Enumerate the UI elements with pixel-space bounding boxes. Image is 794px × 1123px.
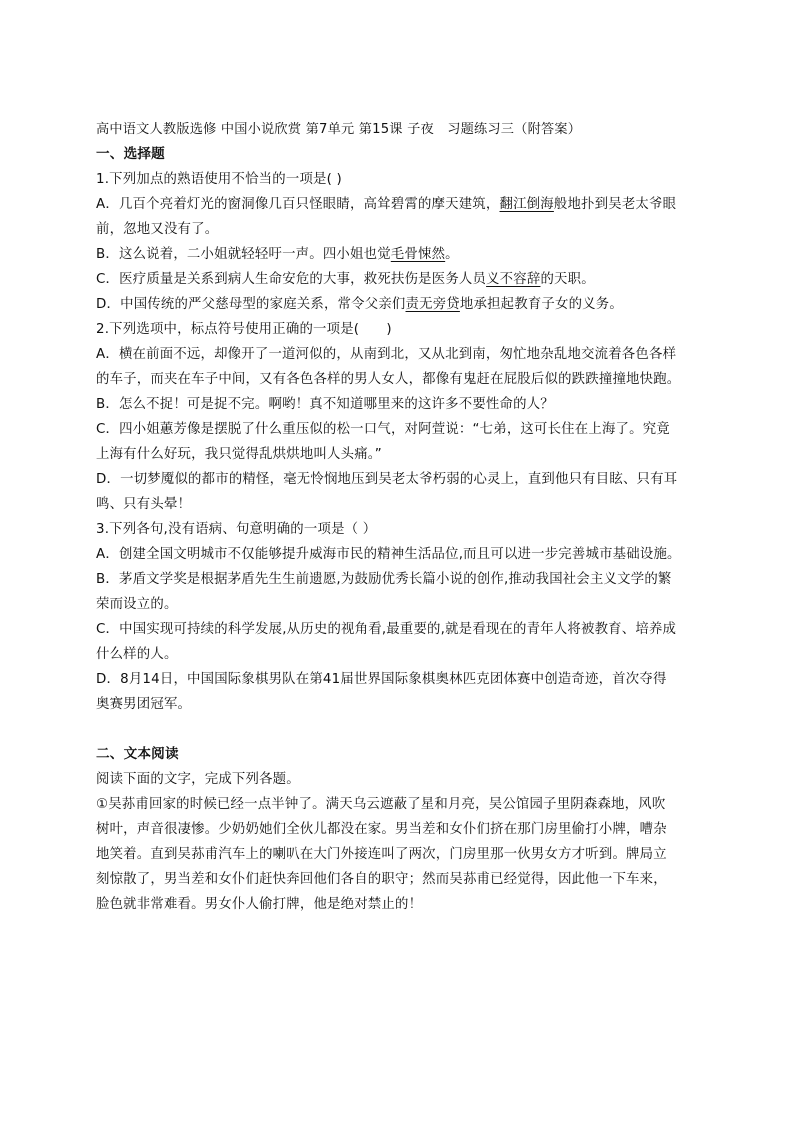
- question-3-option-b-cont: 荣而设立的。: [96, 597, 178, 612]
- passage-line: ①吴荪甫回家的时候已经一点半钟了。满天乌云遮蔽了星和月亮，吴公馆园子里阴森森地，风吹: [96, 797, 666, 812]
- question-1-option-d: [96, 292, 712, 317]
- option-text: D．中国传统的严父慈母型的家庭关系，常令父亲们: [96, 297, 406, 312]
- option-text: A．几百个亮着灯光的窗洞像几百只怪眼睛，高耸碧霄的摩天建筑，: [96, 197, 500, 212]
- question-2-option-d-cont: 鸣、只有头晕！: [96, 497, 192, 512]
- option-text: C．医疗质量是关系到病人生命安危的大事，救死扶伤是医务人员: [96, 272, 487, 287]
- question-2-option-a-cont: 的车子，而夹在车子中间，又有各色各样的男人女人，都像有鬼赶在屁股后似的跌跌撞撞地快跑。: [96, 372, 681, 387]
- question-2-stem: 2.下列选项中，标点符号使用正确的一项是( ): [96, 322, 392, 337]
- question-2-option-d: D．一切梦魇似的都市的精怪，毫无怜悯地压到吴老太爷朽弱的心灵上，直到他只有目眩、只有耳: [96, 472, 678, 487]
- option-text: 的天职。: [540, 272, 595, 287]
- question-1-option-a: [96, 192, 712, 217]
- question-1-option-c: [96, 267, 712, 292]
- underlined-idiom: 毛骨悚然: [390, 247, 446, 262]
- question-3-option-a: A．创建全国文明城市不仅能够提升威海市民的精神生活品位,而且可以进一步完善城市基础设施。: [96, 547, 681, 562]
- question-2-option-b: B．怎么不捉！可是捉不完。啊哟！真不知道哪里来的这许多不要性命的人？: [96, 397, 554, 412]
- option-text: B．这么说着，二小姐就轻轻吁一声。四小姐也觉: [96, 247, 391, 262]
- passage-line: 树叶，声音很凄惨。少奶奶她们全伙儿都没在家。男当差和女仆们挤在那门房里偷打小牌，嘈杂: [96, 822, 667, 837]
- question-3-option-d: D．8月14日，中国国际象棋男队在第41届世界国际象棋奥林匹克团体赛中创造奇迹，首次夺得: [96, 672, 667, 687]
- question-1-option-a-cont: 前，忽地又没有了。: [96, 222, 219, 237]
- document-title: 高中语文人教版选修 中国小说欣赏 第7单元 第15课 子夜 习题练习三（附答案）: [96, 122, 582, 137]
- option-text: 般地扑到吴老太爷眼: [553, 197, 677, 212]
- question-3-stem: 3.下列各句,没有语病、句意明确的一项是（ ）: [96, 522, 377, 537]
- question-3-option-c: C．中国实现可持续的科学发展,从历史的视角看,最重要的,就是看现在的青年人将被教育、培养成: [96, 622, 677, 637]
- question-3-option-b: B．茅盾文学奖是根据茅盾先生生前遗愿,为鼓励优秀长篇小说的创作,推动我国社会主义文学的繁: [96, 572, 672, 587]
- section-heading-choice: 一、选择题: [96, 146, 165, 162]
- passage-line: 刻惊散了，男当差和女仆们赶快奔回他们各自的职守；然而吴荪甫已经觉得，因此他一下车来，: [96, 872, 667, 887]
- option-text: 地承担起教育子女的义务。: [459, 297, 623, 312]
- blank-line: [96, 717, 712, 742]
- underlined-idiom: 义不容辞: [486, 272, 541, 287]
- underlined-idiom: 翻江倒海: [499, 197, 554, 212]
- document-body: [96, 117, 712, 917]
- question-1-option-b: [96, 242, 712, 267]
- section-heading-reading: 二、文本阅读: [96, 746, 179, 762]
- option-text: 。: [445, 247, 459, 262]
- passage-line: 脸色就非常难看。男女仆人偷打牌，他是绝对禁止的！: [96, 897, 423, 912]
- question-3-option-d-cont: 奥赛男团冠军。: [96, 697, 192, 712]
- underlined-idiom: 责无旁贷: [405, 297, 460, 312]
- question-2-option-a: A．横在前面不远，却像开了一道河似的，从南到北，又从北到南，匆忙地杂乱地交流着各色各样: [96, 347, 677, 362]
- question-1-stem: 1.下列加点的熟语使用不恰当的一项是( ): [96, 172, 342, 187]
- reading-instructions: 阅读下面的文字，完成下列各题。: [96, 772, 300, 787]
- question-2-option-c: C．四小姐蕙芳像是摆脱了什么重压似的松一口气，对阿萱说：“七弟，这可长住在上海了。究竟: [96, 422, 670, 437]
- question-3-option-c-cont: 什么样的人。: [96, 647, 178, 662]
- question-2-option-c-cont: 上海有什么好玩，我只觉得乱烘烘地叫人头痛。”: [96, 447, 382, 462]
- passage-line: 地笑着。直到吴荪甫汽车上的喇叭在大门外接连叫了两次，门房里那一伙男女方才听到。牌局立: [96, 847, 667, 862]
